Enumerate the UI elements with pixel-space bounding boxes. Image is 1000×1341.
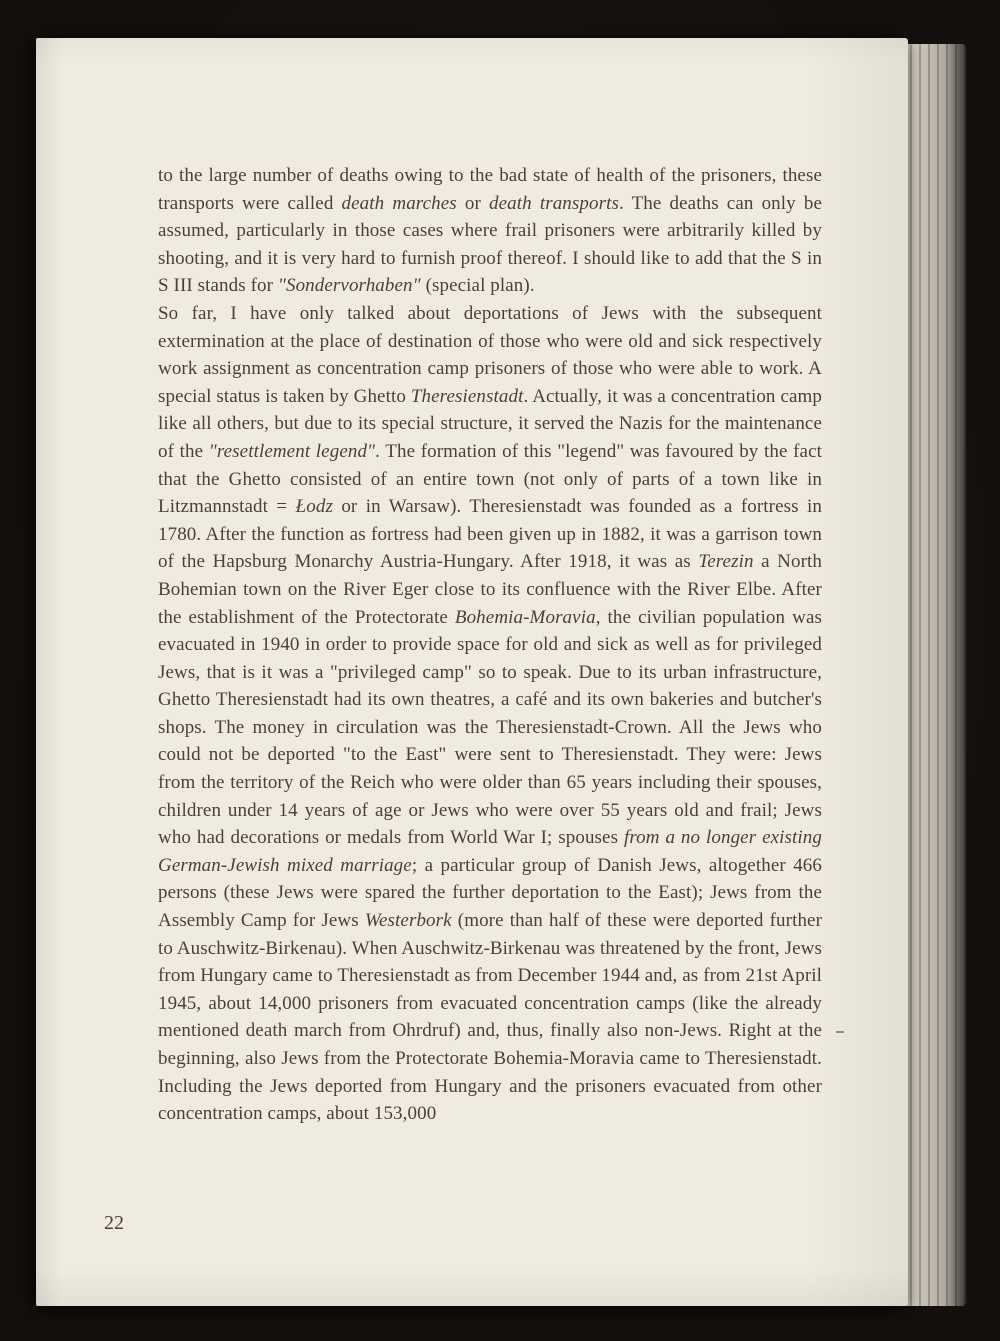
text-segment: , the civilian population was evacuated in 1940 in order to provide space for old and sick as well as for privileged Jews, that is it was a "privileged camp" so to speak. Due to its urban infrastructure, Ghetto Theresienstadt had its own theatres, a café and its own bakeries and butcher's shops. The money in circulation was the Theresienstadt-Crown. All the Jews who could not be deported "to the East" were sent to Theresienstadt. They were: Jews from the territory of the Reich who were older than 65 years including their spouses, children under 14 years of age or Jews who were over 55 years old and frail; Jews who had decorations or medals from World War I; spouses: [158, 606, 822, 849]
text-segment: or: [456, 192, 490, 214]
text-segment: to the large number of deaths owing to the bad state of health of the prisoners, these transports were called: [158, 165, 822, 214]
italic-text-segment: from a no longer existing German-Jewish mixed marriage: [158, 827, 822, 876]
italic-text-segment: Terezin: [698, 551, 754, 573]
text-segment: . Actually, it was a concentration camp like all others, but due to its special structure, it served the Nazis for the maintenance of the: [158, 385, 822, 462]
page-number: 22: [104, 1212, 124, 1234]
text-segment: So far, I have only talked about deportations of Jews with the subsequent extermination at the place of destination of those who were old and sick respectively work assignment as concentration camp prisoners of those who were able to work. A special status is taken by Ghetto: [158, 302, 822, 407]
paragraph: [158, 300, 822, 1128]
italic-text-segment: Łodz: [295, 496, 333, 518]
text-segment: ; a particular group of Danish Jews, altogether 466 persons (these Jews were spared the further deportation to the East); Jews from the Assembly Camp for Jews: [158, 854, 822, 932]
book-page: [36, 38, 908, 1306]
text-segment: (more than half of these were deported further to Auschwitz-Birkenau). When Auschwitz-Birkenau was threatened by the front, Jews from Hungary came to Theresienstadt as from December 1944 and, as from 21st April 1945, about 14,000 prisoners from evacuated concentration camps (like the already mentioned death march from Ohrdruf) and, thus, finally also non-Jews. Right at the beginning, also Jews from the Protectorate Bohemia-Moravia came to Theresienstadt. Including the Jews deported from Hungary and the prisoners evacuated from other concentration camps, about 153,000: [158, 910, 823, 1125]
italic-text-segment: "Sondervorhaben": [277, 275, 421, 297]
scan-artifact-dash: [836, 1031, 844, 1033]
italic-text-segment: Westerbork: [364, 910, 452, 932]
body-text: [158, 162, 822, 1128]
text-segment: or in Warsaw). Theresienstadt was founded as a fortress in 1780. After the function as fortress had been given up in 1882, it was a garrison town of the Hapsburg Monarchy Austria-Hungary. After 1918, it was as: [158, 496, 822, 573]
text-segment: a North Bohemian town on the River Eger close to its confluence with the River Elbe. After the establishment of the Protectorate: [158, 551, 823, 628]
text-segment: . The deaths can only be assumed, particularly in those cases where frail prisoners were arbitrarily killed by shooting, and it is very hard to furnish proof thereof. I should like to add that the S in S III stands for: [158, 192, 823, 297]
text-segment: . The formation of this "legend" was favoured by the fact that the Ghetto consisted of an entire town (not only of parts of a town like in Litzmannstadt =: [158, 440, 822, 518]
italic-text-segment: Bohemia-Moravia: [454, 606, 596, 628]
paragraph: [158, 162, 822, 300]
italic-text-segment: death marches: [341, 192, 457, 214]
italic-text-segment: "resettlement legend": [208, 440, 376, 462]
italic-text-segment: Theresienstadt: [410, 385, 524, 407]
text-segment: (special plan).: [420, 275, 535, 297]
italic-text-segment: death transports: [489, 192, 619, 214]
